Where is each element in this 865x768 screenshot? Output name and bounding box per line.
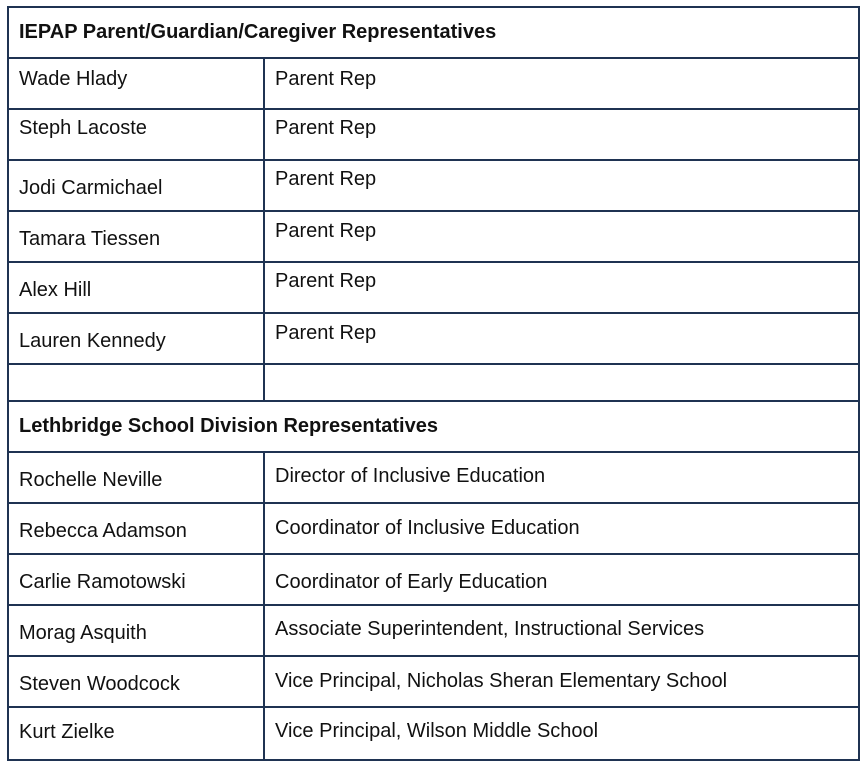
table-row <box>9 314 858 365</box>
member-name: Tamara Tiessen <box>19 228 161 250</box>
role-cell <box>265 504 858 553</box>
role-cell <box>265 708 858 759</box>
member-role: Parent Rep <box>275 117 377 139</box>
member-role: Coordinator of Early Education <box>275 571 548 593</box>
table-row <box>9 555 858 606</box>
role-cell <box>265 59 858 108</box>
table-row <box>9 606 858 657</box>
spacer-row <box>9 365 858 402</box>
member-name: Steven Woodcock <box>19 673 180 695</box>
representatives-table <box>7 6 860 761</box>
section-header-row <box>9 402 858 453</box>
member-name: Alex Hill <box>19 279 92 301</box>
member-role: Coordinator of Inclusive Education <box>275 517 580 539</box>
role-cell <box>265 555 858 604</box>
name-cell <box>9 365 265 400</box>
name-cell <box>9 314 265 363</box>
member-role: Vice Principal, Nicholas Sheran Elementary School <box>275 670 728 692</box>
name-cell <box>9 59 265 108</box>
member-role: Parent Rep <box>275 220 377 242</box>
table-row <box>9 59 858 110</box>
name-cell <box>9 606 265 655</box>
member-name: Rochelle Neville <box>19 469 163 491</box>
member-role: Director of Inclusive Education <box>275 465 546 487</box>
member-name: Kurt Zielke <box>19 721 115 743</box>
table-row <box>9 161 858 212</box>
name-cell <box>9 657 265 706</box>
role-cell <box>265 161 858 210</box>
table-row <box>9 453 858 504</box>
role-cell <box>265 453 858 502</box>
member-name: Jodi Carmichael <box>19 177 163 199</box>
member-role: Parent Rep <box>275 68 377 90</box>
role-cell <box>265 657 858 706</box>
role-cell <box>265 212 858 261</box>
member-name: Wade Hlady <box>19 68 128 90</box>
section-header-cell <box>9 8 858 57</box>
member-name: Morag Asquith <box>19 622 147 644</box>
member-role: Parent Rep <box>275 270 377 292</box>
section-header-row <box>9 8 858 59</box>
table-row <box>9 504 858 555</box>
table-row <box>9 708 858 759</box>
member-name: Steph Lacoste <box>19 117 147 139</box>
name-cell <box>9 212 265 261</box>
name-cell <box>9 453 265 502</box>
name-cell <box>9 263 265 312</box>
name-cell <box>9 161 265 210</box>
name-cell <box>9 504 265 553</box>
member-role: Parent Rep <box>275 168 377 190</box>
role-cell <box>265 365 858 400</box>
section-title: IEPAP Parent/Guardian/Caregiver Representatives <box>19 21 497 43</box>
member-role: Associate Superintendent, Instructional Services <box>275 618 705 640</box>
member-name: Carlie Ramotowski <box>19 571 186 593</box>
member-role: Parent Rep <box>275 322 377 344</box>
member-role: Vice Principal, Wilson Middle School <box>275 720 599 742</box>
table-row <box>9 657 858 708</box>
name-cell <box>9 708 265 759</box>
member-name: Rebecca Adamson <box>19 520 187 542</box>
role-cell <box>265 314 858 363</box>
name-cell <box>9 110 265 159</box>
section-title: Lethbridge School Division Representatives <box>19 415 438 437</box>
role-cell <box>265 110 858 159</box>
section-header-cell <box>9 402 858 451</box>
member-name: Lauren Kennedy <box>19 330 166 352</box>
role-cell <box>265 263 858 312</box>
role-cell <box>265 606 858 655</box>
table-row <box>9 263 858 314</box>
table-row <box>9 212 858 263</box>
table-row <box>9 110 858 161</box>
name-cell <box>9 555 265 604</box>
